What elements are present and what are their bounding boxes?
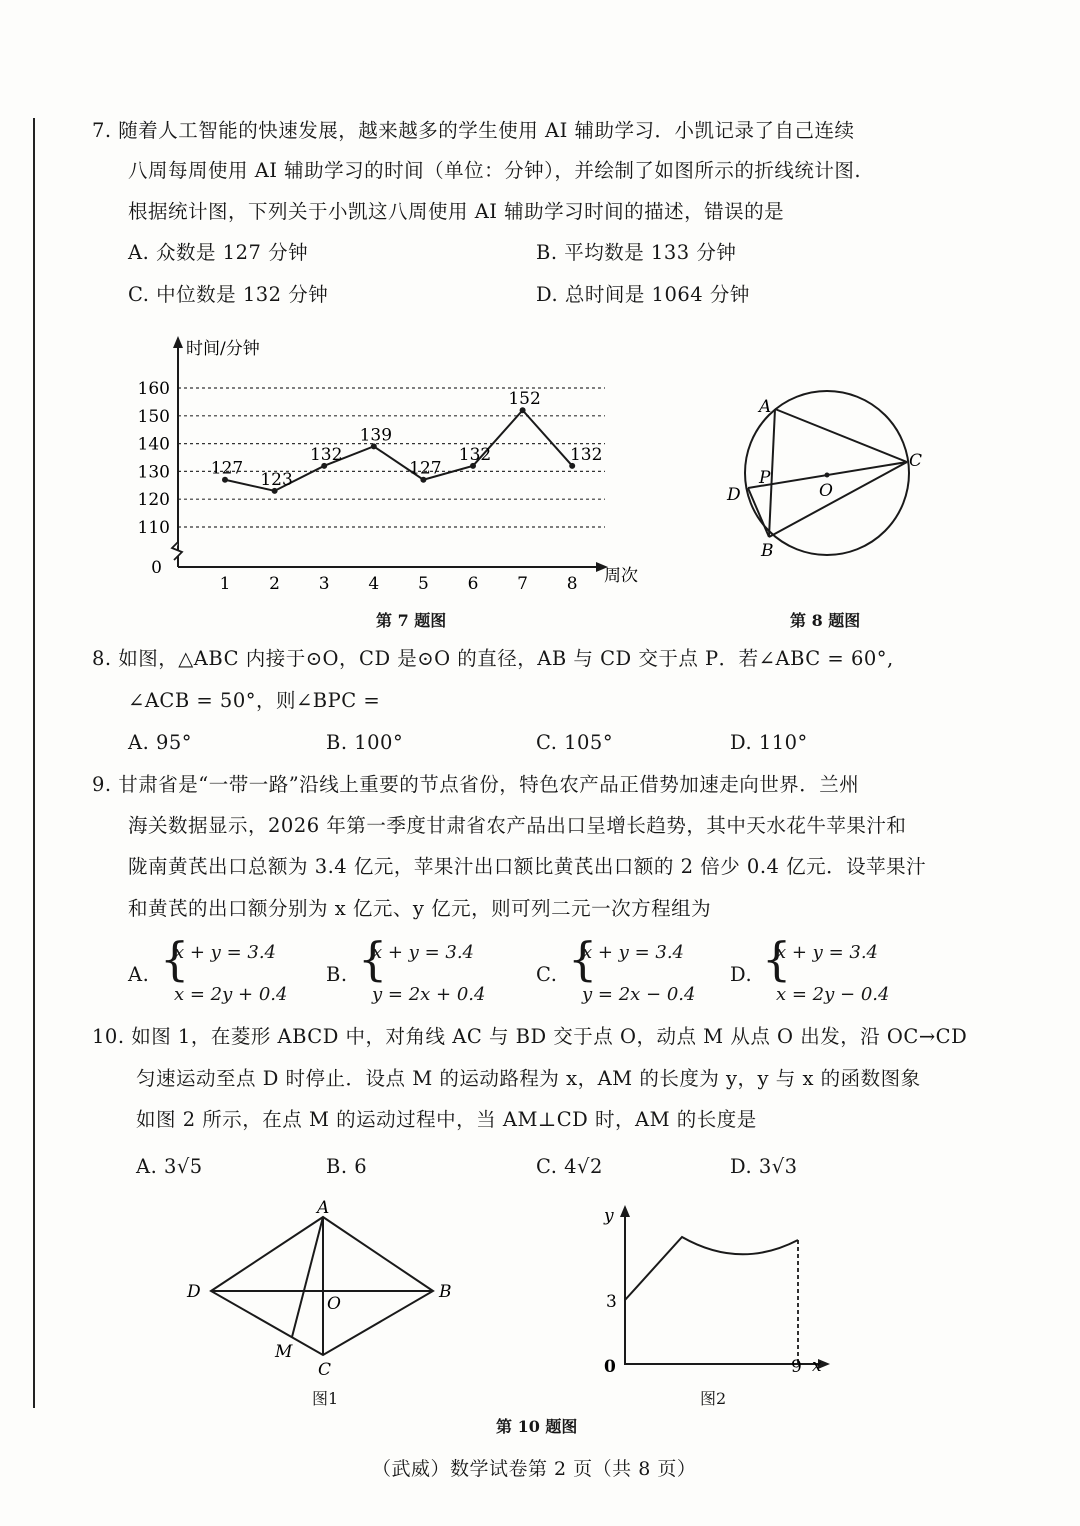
q9-option-b-letter: B. bbox=[326, 963, 348, 986]
q9-option-c-eq2: y = 2x − 0.4 bbox=[582, 984, 696, 1005]
y-tick-label: 110 bbox=[137, 518, 170, 538]
label-x: x bbox=[812, 1356, 822, 1376]
label-d: D bbox=[187, 1282, 201, 1302]
q9-option-a-letter: A. bbox=[128, 963, 150, 986]
brace-icon: { bbox=[568, 932, 598, 986]
q8-circle-figure bbox=[715, 385, 935, 565]
y-axis-arrow-icon bbox=[173, 336, 183, 348]
brace-icon: { bbox=[358, 932, 388, 986]
label-p: P bbox=[759, 468, 771, 488]
y-tick-label: 140 bbox=[137, 434, 170, 455]
y-axis-arrow-icon bbox=[620, 1205, 630, 1217]
q10-option-c: C. 4√2 bbox=[536, 1155, 603, 1178]
data-label: 132 bbox=[309, 444, 343, 465]
x-tick-label: 5 bbox=[417, 574, 429, 594]
x-tick-label: 3 bbox=[318, 574, 330, 594]
q8-option-d: D. 110° bbox=[730, 731, 808, 754]
data-label: 139 bbox=[359, 425, 393, 446]
y-tick-label: 150 bbox=[137, 406, 170, 427]
label-c: C bbox=[909, 451, 923, 471]
q8-option-b: B. 100° bbox=[326, 731, 404, 754]
q9-option-a-eq1: x + y = 3.4 bbox=[174, 942, 276, 963]
x-tick-label: 6 bbox=[467, 574, 479, 594]
axis-break-icon bbox=[172, 542, 182, 560]
q7-option-b: B. 平均数是 133 分钟 bbox=[536, 241, 737, 264]
brace-icon: { bbox=[762, 932, 792, 986]
brace-icon: { bbox=[160, 932, 190, 986]
q8-option-c: C. 105° bbox=[536, 731, 614, 754]
center-point-o bbox=[825, 473, 830, 478]
data-label: 127 bbox=[210, 458, 244, 479]
page-footer: （武威）数学试卷第 2 页（共 8 页） bbox=[372, 1458, 697, 1480]
q7-line-1: 7. 随着人工智能的快速发展，越来越多的学生使用 AI 辅助学习．小凯记录了自己连续 bbox=[92, 119, 855, 142]
q10-figure-caption: 第 10 题图 bbox=[496, 1417, 578, 1436]
x-tick-label: 1 bbox=[219, 574, 231, 594]
q7-option-c: C. 中位数是 132 分钟 bbox=[128, 283, 329, 306]
y-axis-label: 时间/分钟 bbox=[186, 339, 260, 359]
label-d: D bbox=[727, 485, 741, 505]
label-c: C bbox=[318, 1360, 332, 1380]
label-9: 9 bbox=[791, 1357, 802, 1377]
data-label: 132 bbox=[569, 444, 603, 465]
q9-line-2: 海关数据显示，2026 年第一季度甘肃省农产品出口呈增长趋势，其中天水花牛苹果汁和 bbox=[128, 814, 907, 837]
label-b: B bbox=[761, 541, 774, 561]
label-3: 3 bbox=[606, 1292, 617, 1312]
q10-rhombus-figure bbox=[175, 1195, 475, 1395]
q9-option-d-eq1: x + y = 3.4 bbox=[776, 942, 878, 963]
y-tick-label: 130 bbox=[137, 462, 170, 483]
q10-fig1-caption: 图1 bbox=[312, 1389, 339, 1408]
data-label: 123 bbox=[260, 469, 293, 490]
data-label: 127 bbox=[409, 458, 442, 479]
q7-option-d: D. 总时间是 1064 分钟 bbox=[536, 283, 750, 306]
label-m: M bbox=[275, 1342, 293, 1362]
y-tick-label: 160 bbox=[137, 379, 170, 399]
q8-figure-caption: 第 8 题图 bbox=[790, 611, 861, 630]
label-a: A bbox=[317, 1198, 330, 1218]
y-origin-label: 0 bbox=[151, 558, 162, 578]
q10-line-3: 如图 2 所示，在点 M 的运动过程中，当 AM⊥CD 时，AM 的长度是 bbox=[136, 1108, 757, 1131]
data-label: 132 bbox=[458, 444, 492, 465]
label-o: O bbox=[327, 1294, 341, 1314]
label-origin: 0 bbox=[604, 1357, 616, 1377]
q8-line-1: 8. 如图，△ABC 内接于⊙O，CD 是⊙O 的直径，AB 与 CD 交于点 P．若∠ABC = 60°, bbox=[92, 647, 894, 670]
q10-line-1: 10. 如图 1，在菱形 ABCD 中，对角线 AC 与 BD 交于点 O，动点 M 从点 O 出发，沿 OC→CD bbox=[92, 1025, 968, 1048]
q10-line-2: 匀速运动至点 D 时停止．设点 M 的运动路程为 x，AM 的长度为 y，y 与 x 的函数图象 bbox=[136, 1067, 921, 1090]
q9-line-4: 和黄芪的出口额分别为 x 亿元、y 亿元，则可列二元一次方程组为 bbox=[128, 897, 712, 920]
q9-option-c-eq1: x + y = 3.4 bbox=[582, 942, 684, 963]
q10-fig2-caption: 图2 bbox=[700, 1389, 727, 1408]
q7-line-2: 八周每周使用 AI 辅助学习的时间（单位：分钟），并绘制了如图所示的折线统计图. bbox=[128, 159, 862, 182]
q10-option-d: D. 3√3 bbox=[730, 1155, 798, 1178]
segment-db bbox=[748, 488, 769, 537]
label-a: A bbox=[759, 397, 772, 417]
q7-option-a: A. 众数是 127 分钟 bbox=[128, 241, 309, 264]
q9-option-a-eq2: x = 2y + 0.4 bbox=[174, 984, 288, 1005]
q8-option-a: A. 95° bbox=[128, 731, 193, 754]
margin-line bbox=[33, 118, 35, 1408]
q10-option-a: A. 3√5 bbox=[136, 1155, 203, 1178]
label-y: y bbox=[604, 1206, 614, 1226]
x-tick-label: 2 bbox=[269, 574, 281, 594]
q10-option-b: B. 6 bbox=[326, 1155, 368, 1178]
x-tick-label: 8 bbox=[566, 574, 578, 594]
data-label: 152 bbox=[508, 389, 541, 410]
q8-line-2: ∠ACB = 50°，则∠BPC = bbox=[128, 689, 381, 712]
q7-line-3: 根据统计图，下列关于小凯这八周使用 AI 辅助学习时间的描述，错误的是 bbox=[128, 200, 785, 223]
q7-line-chart bbox=[120, 330, 660, 610]
q9-option-d-letter: D. bbox=[730, 963, 753, 986]
label-b: B bbox=[439, 1282, 452, 1302]
q9-option-b-eq2: y = 2x + 0.4 bbox=[372, 984, 486, 1005]
q10-function-graph bbox=[590, 1195, 850, 1385]
y-tick-label: 120 bbox=[137, 490, 170, 511]
q9-line-1: 9. 甘肃省是“一带一路”沿线上重要的节点省份，特色农产品正借势加速走向世界．兰州 bbox=[92, 773, 860, 796]
q9-option-b-eq1: x + y = 3.4 bbox=[372, 942, 474, 963]
label-o: O bbox=[819, 481, 833, 501]
q7-figure-caption: 第 7 题图 bbox=[376, 611, 447, 630]
q9-option-d-eq2: x = 2y − 0.4 bbox=[776, 984, 890, 1005]
function-curve bbox=[625, 1237, 798, 1300]
x-tick-label: 7 bbox=[517, 574, 529, 594]
q9-option-c-letter: C. bbox=[536, 963, 558, 986]
q9-line-3: 陇南黄芪出口总额为 3.4 亿元，苹果汁出口额比黄芪出口额的 2 倍少 0.4 亿元．设苹果汁 bbox=[128, 855, 927, 878]
x-tick-label: 4 bbox=[368, 574, 380, 594]
x-axis-label: 周次 bbox=[604, 566, 638, 586]
